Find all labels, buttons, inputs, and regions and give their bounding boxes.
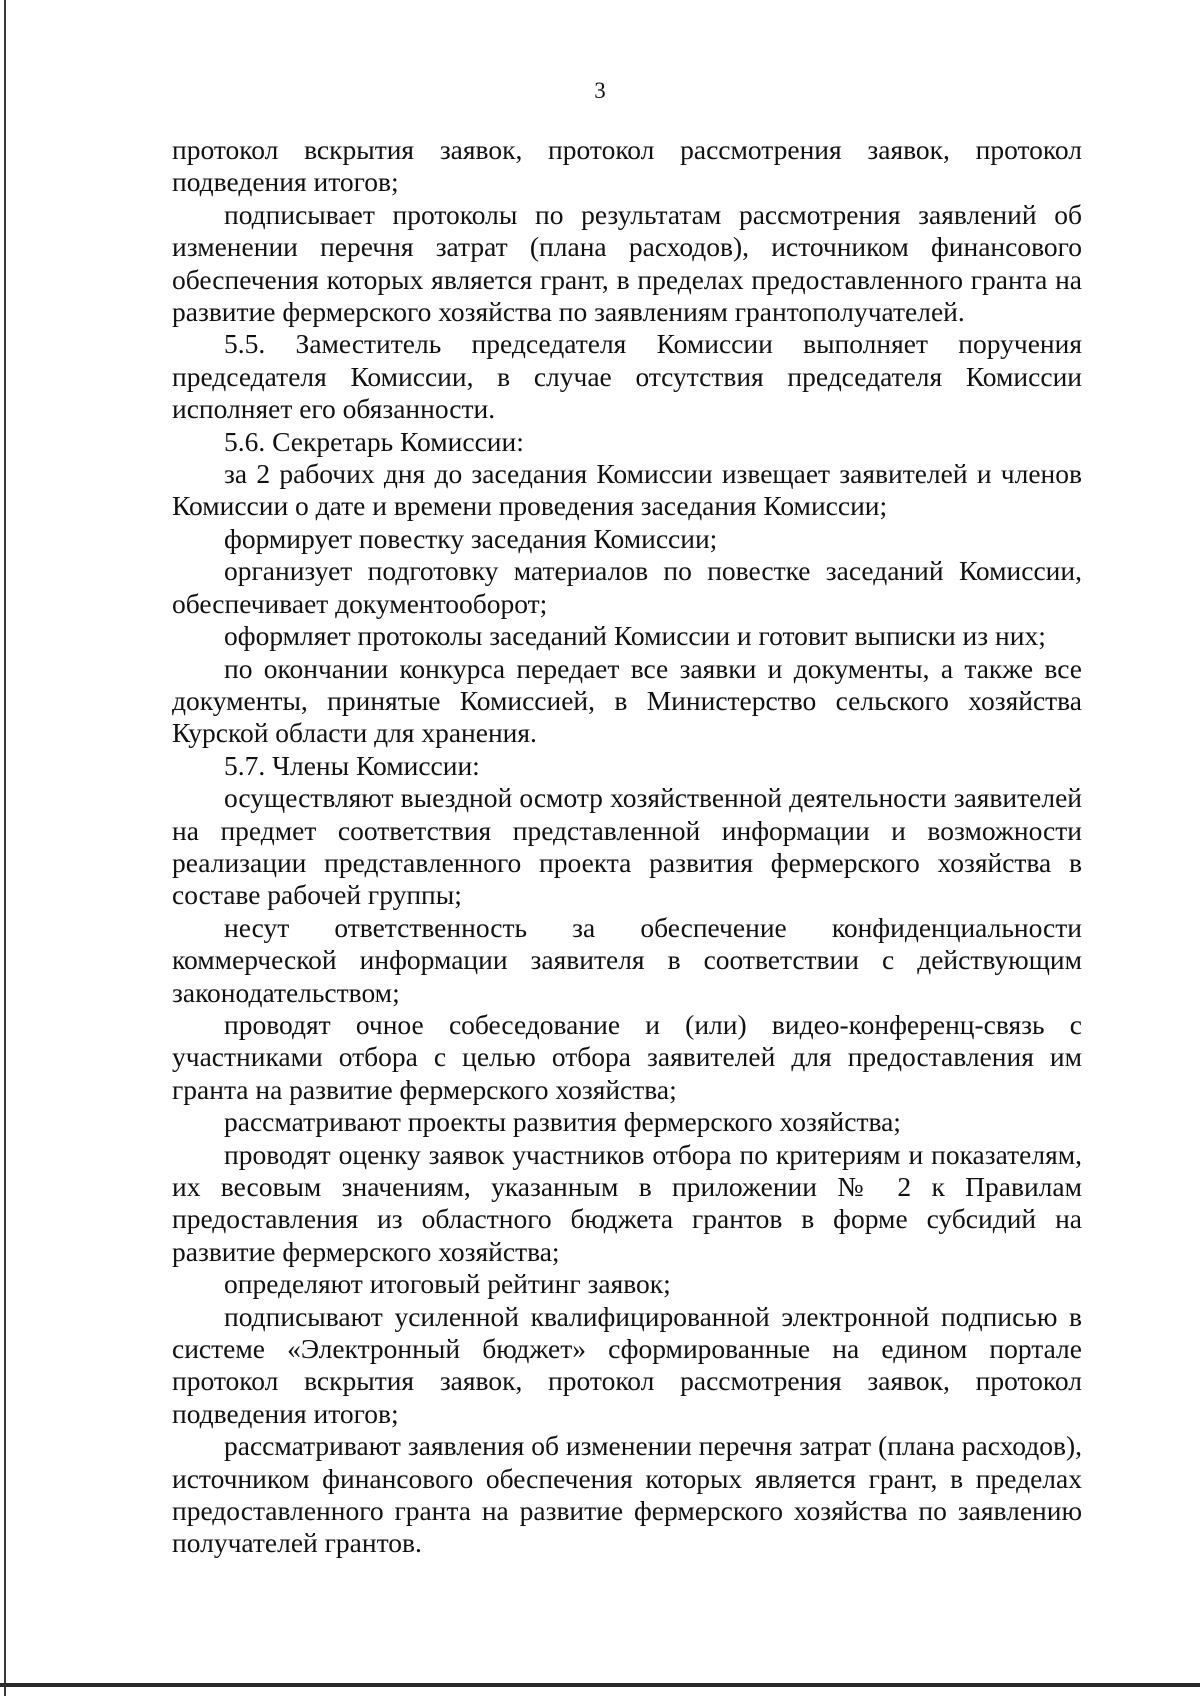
paragraph-agenda: формирует повестку заседания Комиссии; [224,522,718,554]
scan-edge-bottom [0,1683,1200,1687]
paragraph-protocols-continued: протокол вскрытия заявок, протокол рассмотрения заявок, протокол подведения итогов; [172,134,1082,198]
scan-edge-left [4,0,6,1696]
paragraph-rating: определяют итоговый рейтинг заявок; [224,1268,671,1300]
page-number: 3 [594,78,606,103]
paragraph-e-signature: подписывают усиленной квалифицированной электронной подписью в системе «Электронный бюджет» сформированные на едином портале протокол вскрытия заявок, протокол рассмотрения заявок, протокол подведения итогов; [172,1300,1082,1429]
paragraph-signs-protocols: подписывает протоколы по результатам рассмотрения заявлений об изменении перечня затрат (плана расходов), источником финансового обеспечения которых является грант, в пределах предоставленного гранта на развитие фермерского хозяйства по заявлениям грантополучателей. [172,198,1082,328]
document-body [172,134,1082,1560]
paragraph-evaluate: проводят оценку заявок участников отбора по критериям и показателям, их весовым значениям, указанным в приложении № 2 к Правилам предоставления из областного бюджета грантов в форме субсидий на развитие фермерского хозяйства; [172,1138,1082,1267]
paragraph-transfer: по окончании конкурса передает все заявки и документы, а также все документы, принятые Комиссией, в Министерство сельского хозяйства Курской области для хранения. [172,652,1082,749]
paragraph-review-changes: рассматривают заявления об изменении перечня затрат (плана расходов), источником финансового обеспечения которых является грант, в пределах предоставленного гранта на развитие фермерского хозяйства по заявлению получателей грантов. [172,1430,1082,1559]
paragraph-field-inspection: осуществляют выездной осмотр хозяйственной деятельности заявителей на предмет соответствия представленной информации и возможности реализации представленного проекта развития фермерского хозяйства в составе рабочей группы; [172,782,1082,911]
paragraph-minutes: оформляет протоколы заседаний Комиссии и готовит выписки из них; [224,620,1046,652]
paragraph-5-7-heading: 5.7. Члены Комиссии: [224,749,480,781]
paragraph-materials: организует подготовку материалов по повестке заседаний Комиссии, обеспечивает документооборот; [172,555,1082,619]
paragraph-5-6-heading: 5.6. Секретарь Комиссии: [224,425,524,457]
paragraph-interview: проводят очное собеседование и (или) видео-конференц-связь с участниками отбора с целью отбора заявителей для предоставления им гранта на развитие фермерского хозяйства; [172,1008,1082,1105]
paragraph-5-5: 5.5. Заместитель председателя Комиссии выполняет поручения председателя Комиссии, в случае отсутствия председателя Комиссии исполняет его обязанности. [172,328,1082,425]
paragraph-review-projects: рассматривают проекты развития фермерского хозяйства; [224,1106,901,1138]
paragraph-confidentiality: несут ответственность за обеспечение конфиденциальности коммерческой информации заявителя в соответствии с действующим законодательством; [172,911,1082,1008]
paragraph-notifies: за 2 рабочих дня до заседания Комиссии извещает заявителей и членов Комиссии о дате и времени проведения заседания Комиссии; [172,458,1082,522]
